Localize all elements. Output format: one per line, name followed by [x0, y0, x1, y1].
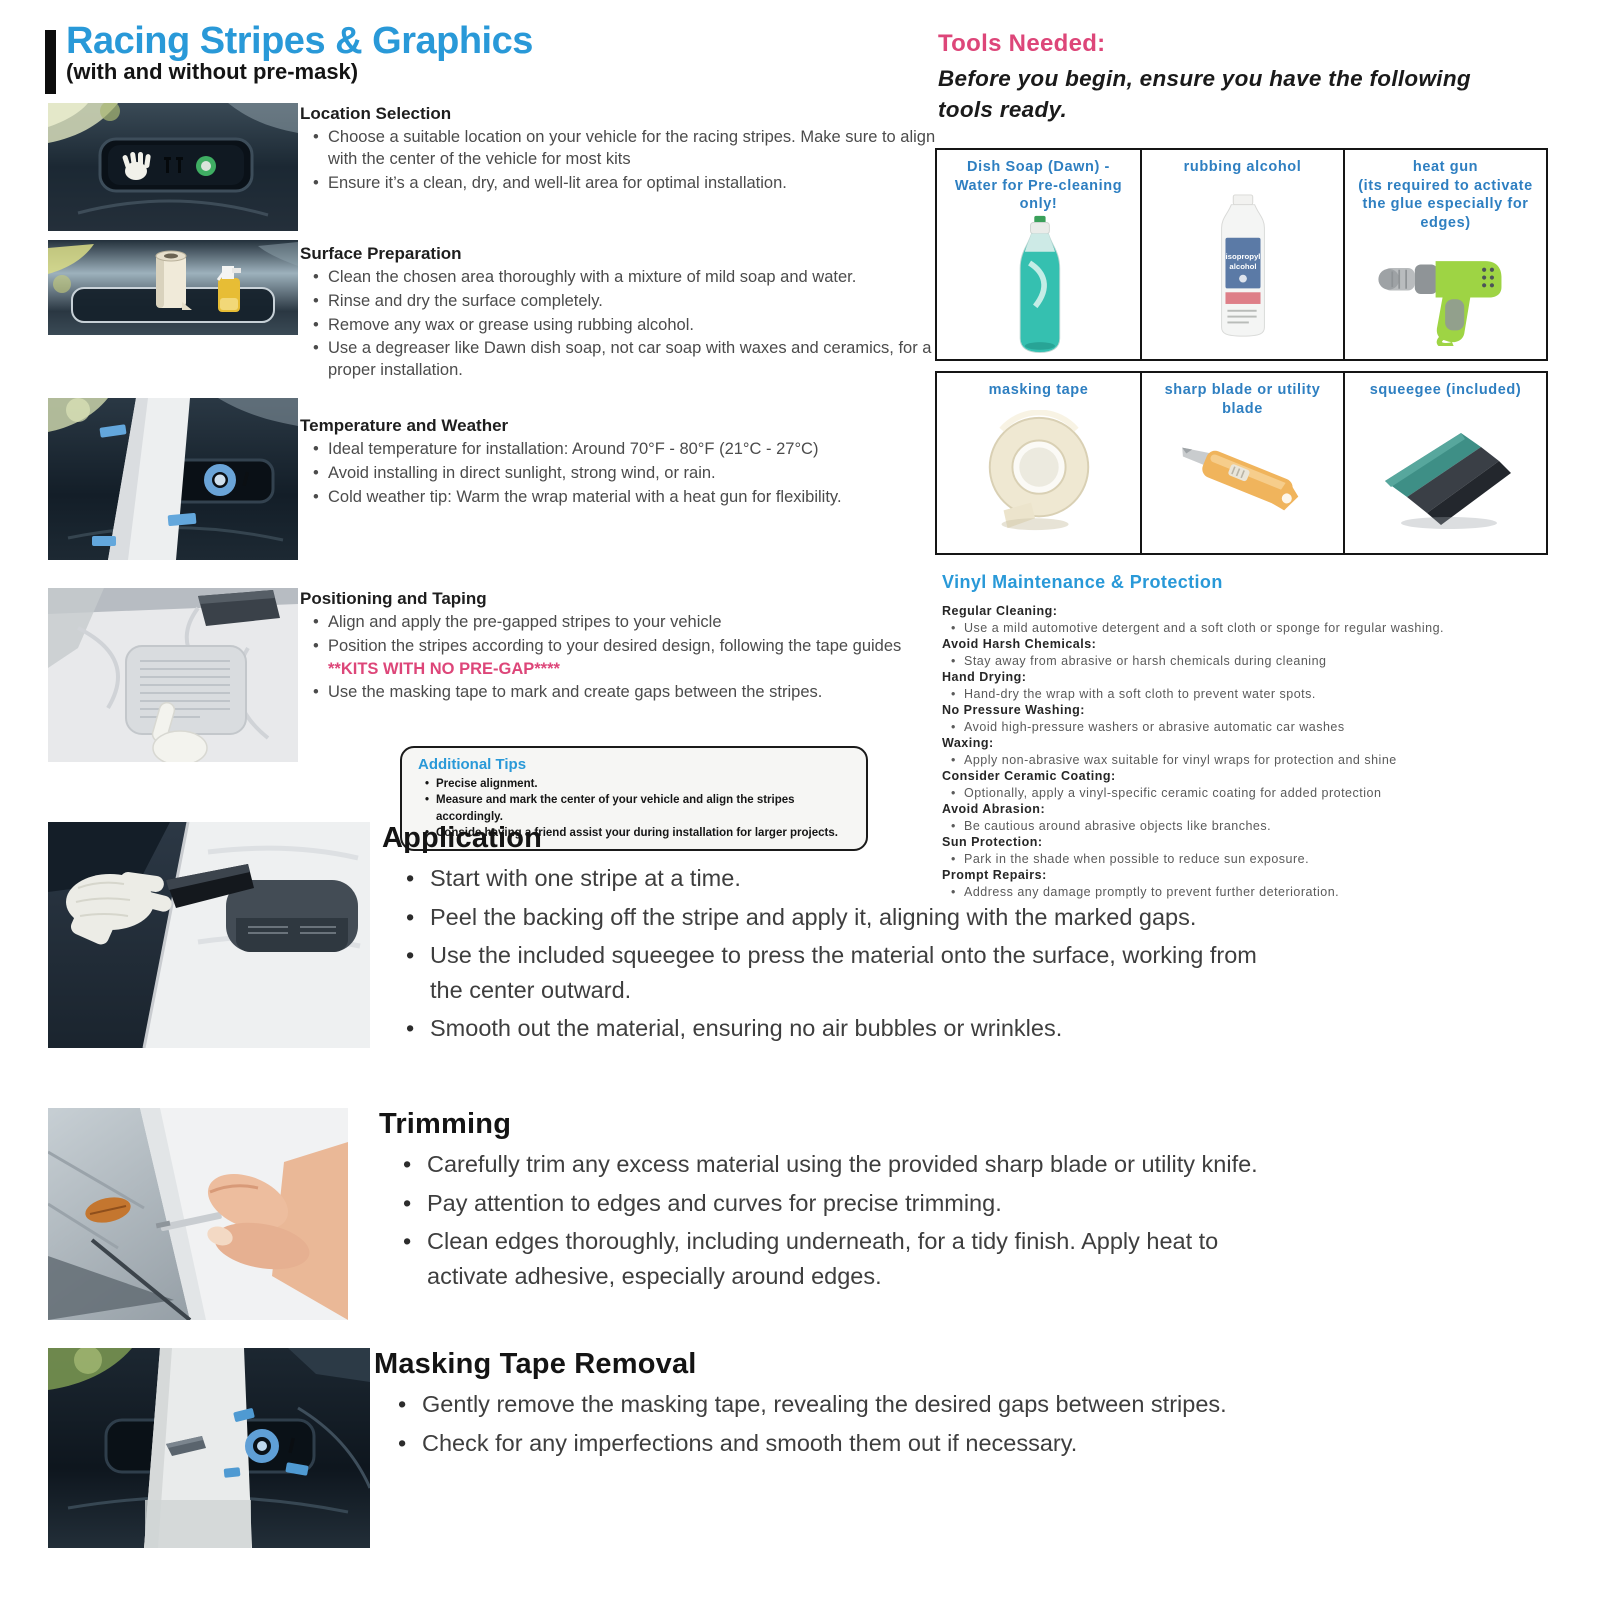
step-temperature-weather — [300, 416, 940, 510]
photo-location-selection — [48, 103, 298, 231]
tools-grid-row1 — [935, 148, 1548, 361]
vm-bullet: • Stay away from abrasive or harsh chemicals during cleaning — [942, 653, 1550, 670]
tools-grid-row2 — [935, 371, 1548, 555]
vm-label: Waxing: — [942, 736, 994, 750]
vm-bullet: • Park in the shade when possible to reduce sun exposure. — [942, 851, 1550, 868]
vm-label: Sun Protection: — [942, 835, 1043, 849]
vm-bullet: • Address any damage promptly to prevent further deterioration. — [942, 884, 1550, 901]
tool-label: masking tape — [988, 382, 1089, 398]
tools-intro: Before you begin, ensure you have the following tools ready. — [938, 66, 1471, 123]
removal-bullet: • Check for any imperfections and smooth them out if necessary. — [422, 1426, 1314, 1461]
svg-text:isopropyl: isopropyl — [1225, 251, 1260, 261]
application-bullet: • Smooth out the material, ensuring no air bubbles or wrinkles. — [430, 1011, 1290, 1046]
step-positioning-taping — [300, 589, 940, 706]
squeegee-image — [1375, 400, 1517, 549]
tool-squeegee — [1343, 373, 1546, 553]
tip-bullet: • Conside having a friend assist your during installation for larger projects. — [436, 825, 854, 841]
page-title: Racing Stripes & Graphics — [66, 20, 533, 62]
vinyl-maintenance-heading: Vinyl Maintenance & Protection — [942, 572, 1223, 592]
utility-blade-image — [1167, 418, 1319, 549]
trimming-bullet: • Carefully trim any excess material using the provided sharp blade or utility knife. — [427, 1147, 1287, 1182]
tools-needed-heading: Tools Needed: — [938, 30, 1106, 57]
step-heading: Location Selection — [300, 104, 452, 123]
photo-application — [48, 822, 370, 1048]
step-heading: Temperature and Weather — [300, 416, 509, 435]
vm-label: Prompt Repairs: — [942, 868, 1047, 882]
tool-label: heat gun — [1412, 159, 1479, 175]
photo-positioning-taping — [48, 588, 298, 762]
application-bullet: • Start with one stripe at a time. — [430, 861, 1290, 896]
step-bullet: • Avoid installing in direct sunlight, strong wind, or rain. — [328, 463, 940, 485]
trimming-section — [379, 1108, 1287, 1297]
title-accent-bar — [45, 30, 56, 94]
vm-bullet: • Optionally, apply a vinyl-specific ceramic coating for added protection — [942, 785, 1550, 802]
page-subtitle: (with and without pre-mask) — [66, 59, 359, 84]
trimming-bullet: • Clean edges thoroughly, including underneath, for a tidy finish. Apply heat to activate adhesive, especially around edges. — [427, 1224, 1287, 1293]
vm-bullet: • Hand-dry the wrap with a soft cloth to prevent water spots. — [942, 686, 1550, 703]
tool-label: squeegee (included) — [1369, 382, 1522, 398]
vm-label: Hand Drying: — [942, 670, 1027, 684]
step-bullet: • Clean the chosen area thoroughly with a mixture of mild soap and water. — [328, 267, 940, 289]
tool-label: sharp blade or utility blade — [1164, 382, 1321, 417]
step-bullet-text: Position the stripes according to your desired design, following the tape guides — [328, 636, 902, 655]
step-bullet: • Ideal temperature for installation: Around 70°F - 80°F (21°C - 27°C) — [328, 439, 940, 461]
tool-utility-blade — [1140, 373, 1343, 553]
tool-masking-tape — [937, 373, 1140, 553]
tool-heat-gun — [1343, 150, 1546, 359]
rubbing-alcohol-image — [1203, 177, 1283, 355]
svg-text:alcohol: alcohol — [1228, 261, 1257, 271]
step-bullet: • Use a degreaser like Dawn dish soap, not car soap with waxes and ceramics, for a proper installation. — [328, 338, 940, 382]
application-bullet: • Peel the backing off the stripe and apply it, aligning with the marked gaps. — [430, 900, 1290, 935]
application-section — [382, 822, 1290, 1050]
tool-rubbing-alcohol — [1140, 150, 1343, 359]
step-bullet — [328, 636, 940, 681]
vm-label: Avoid Abrasion: — [942, 802, 1046, 816]
masking-tape-image — [973, 400, 1105, 549]
step-location-selection — [300, 104, 940, 196]
step-heading: Surface Preparation — [300, 244, 462, 263]
photo-temperature-weather — [48, 398, 298, 560]
trimming-bullet: • Pay attention to edges and curves for precise trimming. — [427, 1186, 1287, 1221]
step-bullet: • Choose a suitable location on your vehicle for the racing stripes. Make sure to align with the center of the vehicle for most kits — [328, 127, 940, 171]
step-bullet: • Ensure it’s a clean, dry, and well-lit area for optimal installation. — [328, 173, 940, 195]
vm-label: Avoid Harsh Chemicals: — [942, 637, 1097, 651]
step-bullet: • Rinse and dry the surface completely. — [328, 291, 940, 313]
photo-surface-preparation — [48, 240, 298, 335]
tip-bullet: • Precise alignment. — [436, 776, 854, 792]
tool-sublabel: (its required to activate the glue especially for edges) — [1358, 177, 1533, 231]
step-bullet: • Align and apply the pre-gapped stripes to your vehicle — [328, 612, 940, 634]
heat-gun-image — [1370, 232, 1522, 355]
photo-trimming — [48, 1108, 348, 1320]
vm-label: Regular Cleaning: — [942, 604, 1058, 618]
application-heading: Application — [382, 822, 543, 854]
masking-tape-removal-heading: Masking Tape Removal — [374, 1348, 697, 1380]
step-bullet: • Remove any wax or grease using rubbing alcohol. — [328, 315, 940, 337]
removal-bullet: • Gently remove the masking tape, revealing the desired gaps between stripes. — [422, 1387, 1314, 1422]
vm-bullet: • Use a mild automotive detergent and a soft cloth or sponge for regular washing. — [942, 620, 1550, 637]
additional-tips-heading: Additional Tips — [418, 756, 527, 773]
vm-bullet: • Apply non-abrasive wax suitable for vinyl wraps for protection and shine — [942, 752, 1550, 769]
step-heading: Positioning and Taping — [300, 589, 487, 608]
vm-bullet: • Avoid high-pressure washers or abrasive automatic car washes — [942, 719, 1550, 736]
step-bullet: • Cold weather tip: Warm the wrap material with a heat gun for flexibility. — [328, 487, 940, 509]
application-bullet: • Use the included squeegee to press the material onto the surface, working from the center outward. — [430, 938, 1290, 1007]
tool-label: Dish Soap (Dawn) - Water for Pre-cleaning only! — [954, 159, 1123, 213]
no-pre-gap-note: **KITS WITH NO PRE-GAP**** — [328, 659, 560, 678]
vm-label: No Pressure Washing: — [942, 703, 1085, 717]
step-surface-preparation — [300, 244, 940, 384]
tool-label: rubbing alcohol — [1183, 159, 1302, 175]
masking-tape-removal-section — [374, 1348, 1314, 1464]
tool-dish-soap — [937, 150, 1140, 359]
dish-soap-image — [991, 214, 1087, 355]
trimming-heading: Trimming — [379, 1108, 512, 1140]
tip-bullet: • Measure and mark the center of your vehicle and align the stripes accordingly. — [436, 792, 854, 825]
step-bullet: • Use the masking tape to mark and create gaps between the stripes. — [328, 682, 940, 704]
vm-bullet: • Be cautious around abrasive objects like branches. — [942, 818, 1550, 835]
photo-masking-tape-removal — [48, 1348, 370, 1548]
vm-label: Consider Ceramic Coating: — [942, 769, 1116, 783]
